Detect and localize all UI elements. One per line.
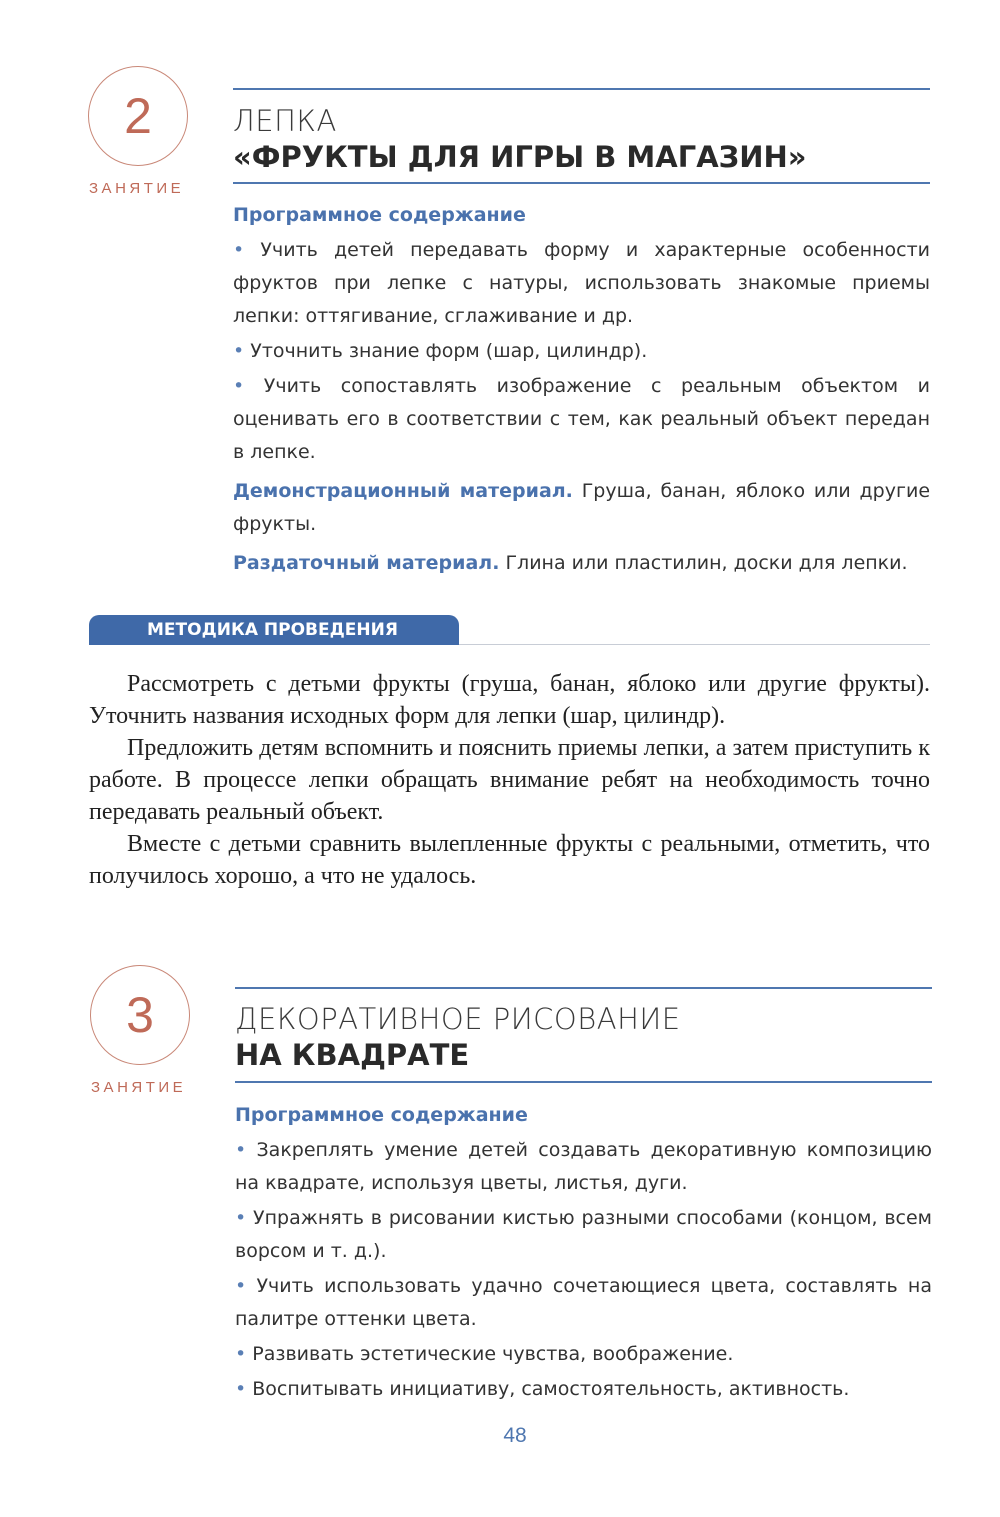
bullet-icon: • bbox=[233, 375, 245, 397]
method-paragraph: Рассмотреть с детьми фрукты (груша, банан, яблоко или другие фрукты). Уточнить названия исходных форм для лепки (шар, цилиндр). bbox=[89, 671, 930, 729]
lesson-number: 3 bbox=[126, 987, 154, 1043]
method-paragraph: Вместе с детьми сравнить вылепленные фрукты с реальными, отметить, что получилось хорошо, а что не удалось. bbox=[89, 831, 930, 889]
lesson-title-line2: НА КВАДРАТЕ bbox=[235, 1038, 470, 1072]
list-item: • Уточнить знание форм (шар, цилиндр). bbox=[233, 340, 648, 362]
list-item: • Воспитывать инициативу, самостоятельность, активность. bbox=[235, 1378, 850, 1400]
method-rule bbox=[459, 644, 930, 645]
page-number: 48 bbox=[503, 1424, 527, 1447]
program-heading: Программное содержание bbox=[235, 1104, 528, 1126]
bullet-icon: • bbox=[233, 239, 245, 261]
bullet-icon: • bbox=[235, 1275, 247, 1297]
method-paragraph: Предложить детям вспомнить и пояснить приемы лепки, а затем приступить к работе. В процессе лепки обращать внимание ребят на необходимость точно передавать реальный объект. bbox=[89, 735, 930, 825]
list-item: • Учить сопоставлять изображение с реальным объектом и оценивать его в соответствии с тем, как реальный объект передан в лепке. bbox=[233, 375, 930, 463]
lesson-title-line1: ДЕКОРАТИВНОЕ РИСОВАНИЕ bbox=[235, 1002, 681, 1036]
list-item: • Учить использовать удачно сочетающиеся цвета, составлять на палитре оттенки цвета. bbox=[235, 1275, 932, 1330]
lesson-number-circle bbox=[90, 965, 190, 1065]
lesson-number: 2 bbox=[124, 88, 152, 144]
lesson-label: ЗАНЯТИЕ bbox=[91, 1079, 187, 1096]
program-heading: Программное содержание bbox=[233, 204, 526, 226]
title-top-rule bbox=[233, 88, 930, 90]
handout-material-label: Раздаточный материал. bbox=[233, 552, 500, 574]
bullet-icon: • bbox=[235, 1207, 247, 1229]
bullet-icon: • bbox=[233, 340, 245, 362]
title-bottom-rule bbox=[235, 1081, 932, 1083]
title-bottom-rule bbox=[233, 182, 930, 184]
bullet-icon: • bbox=[235, 1139, 247, 1161]
program-list bbox=[233, 234, 930, 580]
lesson-label: ЗАНЯТИЕ bbox=[89, 180, 185, 197]
bullet-icon: • bbox=[235, 1378, 247, 1400]
lesson-number-circle bbox=[88, 66, 188, 166]
list-item: • Закреплять умение детей создавать декоративную композицию на квадрате, используя цветы, листья, дуги. bbox=[235, 1139, 932, 1194]
title-top-rule bbox=[235, 987, 932, 989]
lesson-title-line2: «ФРУКТЫ ДЛЯ ИГРЫ В МАГАЗИН» bbox=[233, 140, 807, 174]
demo-material: Демонстрационный материал. Груша, банан, яблоко или другие фрукты. bbox=[233, 480, 931, 535]
bullet-icon: • bbox=[235, 1343, 247, 1365]
program-list bbox=[235, 1134, 932, 1406]
handout-material: Раздаточный материал. Глина или пластилин, доски для лепки. bbox=[233, 552, 908, 574]
demo-material-label: Демонстрационный материал. bbox=[233, 480, 573, 502]
lesson-title-line1: ЛЕПКА bbox=[233, 104, 337, 138]
method-text bbox=[89, 668, 930, 892]
list-item: • Учить детей передавать форму и характерные особенности фруктов при лепке с натуры, использовать знакомые приемы лепки: оттягивание, сглаживание и др. bbox=[233, 239, 930, 327]
list-item: • Упражнять в рисовании кистью разными способами (концом, всем ворсом и т. д.). bbox=[235, 1207, 932, 1262]
method-heading-tab: МЕТОДИКА ПРОВЕДЕНИЯ bbox=[89, 615, 459, 645]
list-item: • Развивать эстетические чувства, воображение. bbox=[235, 1343, 734, 1365]
